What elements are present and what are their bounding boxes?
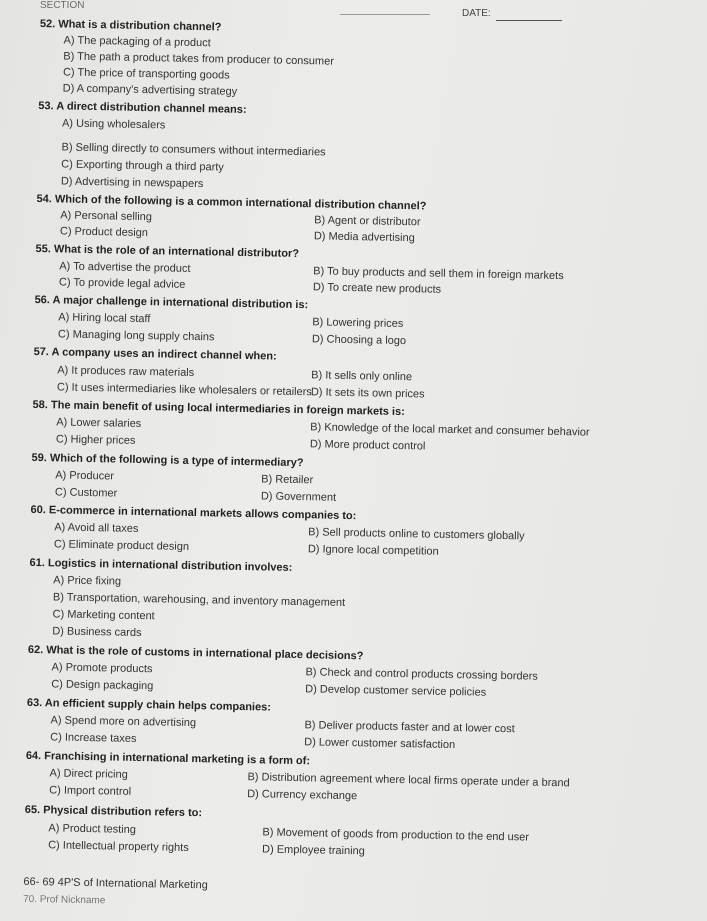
- q59-option-a: A) Producer: [55, 469, 115, 483]
- q63-option-b: B) Deliver products faster and at lower cost: [304, 719, 515, 736]
- q53-option-a: A) Using wholesalers: [61, 117, 166, 132]
- q65-option-b: B) Movement of goods from production to the end user: [262, 826, 530, 844]
- footer-cut-line: 70. Prof Nickname: [23, 893, 106, 907]
- q60-option-a: A) Avoid all taxes: [54, 521, 139, 535]
- q59-option-b: B) Retailer: [261, 473, 314, 487]
- q57-option-c: C) It uses intermediaries like wholesalers or retailers: [56, 381, 312, 399]
- q62-option-c: C) Design packaging: [51, 678, 154, 693]
- question-56: 56. A major challenge in international distribution is:: [34, 293, 309, 312]
- question-59: 59. Which of the following is a type of intermediary?: [31, 451, 304, 470]
- question-62: 62. What is the role of customs in international place decisions?: [27, 643, 364, 663]
- q55-option-b: B) To buy products and sell them in foreign markets: [313, 265, 564, 283]
- q55-option-d: D) To create new products: [312, 281, 442, 296]
- q65-option-d: D) Employee training: [262, 843, 365, 858]
- q57-option-a: A) It produces raw materials: [57, 364, 195, 380]
- q65-option-a: A) Product testing: [48, 822, 137, 836]
- q60-option-d: D) Ignore local competition: [307, 543, 439, 558]
- q54-option-d: D) Media advertising: [313, 230, 415, 245]
- q61-option-d: D) Business cards: [52, 625, 142, 640]
- q58-option-c: C) Higher prices: [55, 433, 136, 447]
- q53-option-b: B) Selling directly to consumers without intermediaries: [61, 141, 326, 159]
- q64-option-a: A) Direct pricing: [49, 767, 128, 781]
- question-64: 64. Franchising in international marketing is a form of:: [25, 749, 311, 768]
- question-65: 65. Physical distribution refers to:: [24, 803, 203, 820]
- q53-option-c: C) Exporting through a third party: [61, 158, 224, 174]
- q62-option-a: A) Promote products: [51, 661, 153, 676]
- q62-option-b: B) Check and control products crossing borders: [305, 666, 538, 683]
- question-54: 54. Which of the following is a common international distribution channel?: [36, 192, 427, 213]
- footer-topics-line: 66- 69 4P'S of International Marketing: [23, 875, 208, 892]
- q63-option-a: A) Spend more on advertising: [50, 714, 197, 730]
- date-label: DATE:: [462, 8, 491, 19]
- q61-option-c: C) Marketing content: [52, 608, 155, 623]
- q59-option-d: D) Government: [260, 490, 337, 504]
- q64-option-b: B) Distribution agreement where local firms operate under a brand: [247, 771, 570, 790]
- question-60: 60. E-commerce in international markets allows companies to:: [30, 503, 357, 523]
- q56-option-b: B) Lowering prices: [312, 316, 404, 331]
- header-scrap-text: SECTION: [40, 0, 85, 11]
- question-61: 61. Logistics in international distribution involves:: [29, 556, 293, 574]
- q58-option-b: B) Knowledge of the local market and consumer behavior: [310, 421, 590, 439]
- q61-option-a: A) Price fixing: [53, 574, 122, 588]
- q53-option-d: D) Advertising in newspapers: [60, 175, 204, 191]
- question-63: 63. An efficient supply chain helps companies:: [26, 696, 272, 714]
- question-58: 58. The main benefit of using local intermediaries in foreign markets is:: [32, 398, 405, 419]
- q58-option-d: D) More product control: [309, 438, 426, 453]
- question-57: 57. A company uses an indirect channel when:: [33, 345, 277, 363]
- q55-option-c: C) To provide legal advice: [58, 276, 186, 291]
- q59-option-c: C) Customer: [54, 486, 118, 500]
- q64-option-c: C) Import control: [49, 784, 132, 798]
- q56-option-c: C) Managing long supply chains: [57, 328, 215, 344]
- q54-option-a: A) Personal selling: [60, 209, 153, 224]
- q54-option-b: B) Agent or distributor: [314, 214, 421, 229]
- q52-option-c: C) The price of transporting goods: [62, 66, 230, 82]
- q65-option-c: C) Intellectual property rights: [48, 839, 189, 855]
- q52-option-b: B) The path a product takes from producer to consumer: [63, 50, 335, 68]
- question-55: 55. What is the role of an international distributor?: [35, 242, 300, 261]
- q63-option-c: C) Increase taxes: [50, 731, 137, 745]
- question-53: 53. A direct distribution channel means:: [38, 99, 247, 116]
- q52-option-d: D) A company's advertising strategy: [62, 82, 238, 98]
- q57-option-b: B) It sells only online: [311, 369, 413, 384]
- q62-option-d: D) Develop customer service policies: [305, 683, 487, 699]
- q52-option-a: A) The packaging of a product: [63, 34, 211, 50]
- q55-option-a: A) To advertise the product: [59, 260, 191, 275]
- q58-option-a: A) Lower salaries: [56, 416, 142, 431]
- q60-option-c: C) Eliminate product design: [53, 538, 190, 553]
- q60-option-b: B) Sell products online to customers globally: [308, 526, 525, 543]
- q64-option-d: D) Currency exchange: [247, 788, 358, 803]
- q61-option-b: B) Transportation, warehousing, and inventory management: [52, 591, 346, 609]
- q63-option-d: D) Lower customer satisfaction: [304, 736, 456, 752]
- q54-option-c: C) Product design: [59, 225, 149, 240]
- q56-option-a: A) Hiring local staff: [58, 311, 151, 326]
- question-52: 52. What is a distribution channel?: [39, 18, 222, 34]
- q56-option-d: D) Choosing a logo: [311, 333, 407, 348]
- q57-option-d: D) It sets its own prices: [310, 386, 425, 401]
